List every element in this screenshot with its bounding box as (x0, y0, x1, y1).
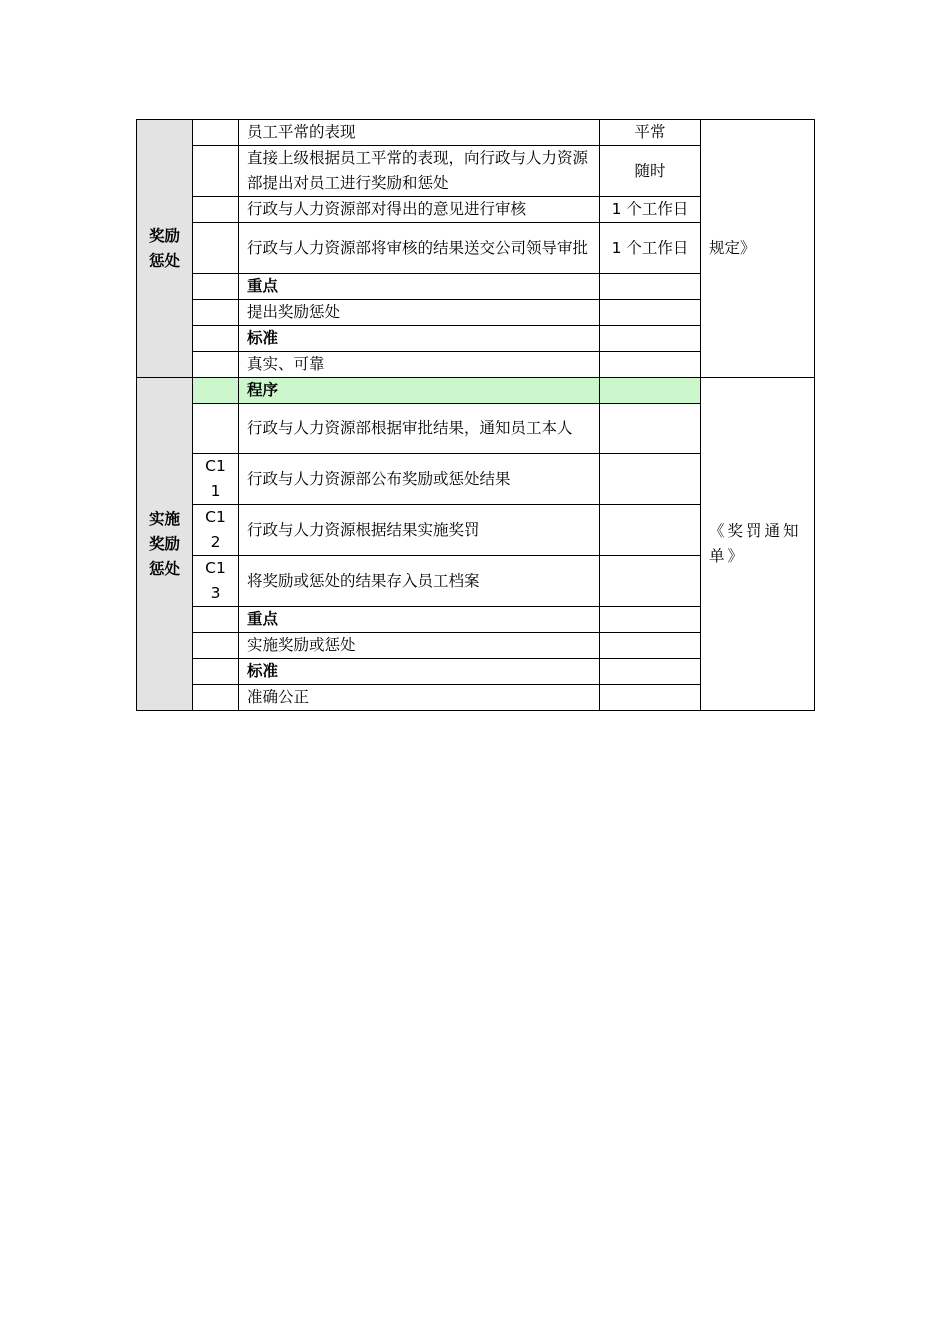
code-cell (193, 146, 239, 197)
code-cell (193, 659, 239, 685)
content-cell: 行政与人力资源部公布奖励或惩处结果 (239, 454, 600, 505)
table-row (137, 378, 815, 404)
table-row (137, 120, 815, 146)
content-cell: 直接上级根据员工平常的表现，向行政与人力资源部提出对员工进行奖励和惩处 (239, 146, 600, 197)
content-cell: 行政与人力资源部对得出的意见进行审核 (239, 197, 600, 223)
time-cell (600, 505, 701, 556)
process-table (136, 119, 815, 711)
content-cell: 标准 (239, 326, 600, 352)
stage-cell: 实施奖励惩处 (137, 378, 193, 711)
code-cell (193, 685, 239, 711)
code-cell (193, 326, 239, 352)
time-cell (600, 274, 701, 300)
content-cell: 程序 (239, 378, 600, 404)
time-cell (600, 326, 701, 352)
time-cell (600, 633, 701, 659)
content-cell: 提出奖励惩处 (239, 300, 600, 326)
content-cell: 行政与人力资源部根据审批结果，通知员工本人 (239, 404, 600, 454)
content-cell: 行政与人力资源部将审核的结果送交公司领导审批 (239, 223, 600, 274)
content-cell: 员工平常的表现 (239, 120, 600, 146)
time-cell (600, 607, 701, 633)
time-cell (600, 556, 701, 607)
code-cell: C13 (193, 556, 239, 607)
content-cell: 真实、可靠 (239, 352, 600, 378)
code-cell: C11 (193, 454, 239, 505)
code-cell (193, 352, 239, 378)
content-cell: 将奖励或惩处的结果存入员工档案 (239, 556, 600, 607)
content-cell: 行政与人力资源根据结果实施奖罚 (239, 505, 600, 556)
code-cell (193, 120, 239, 146)
time-cell (600, 685, 701, 711)
content-cell: 实施奖励或惩处 (239, 633, 600, 659)
time-cell (600, 659, 701, 685)
output-cell: 规定》 (701, 120, 815, 378)
code-cell (193, 633, 239, 659)
time-cell: 平常 (600, 120, 701, 146)
content-cell: 标准 (239, 659, 600, 685)
time-cell (600, 454, 701, 505)
time-cell: 随时 (600, 146, 701, 197)
time-cell (600, 352, 701, 378)
code-cell (193, 274, 239, 300)
content-cell: 重点 (239, 607, 600, 633)
content-cell: 重点 (239, 274, 600, 300)
content-cell: 准确公正 (239, 685, 600, 711)
code-cell: C12 (193, 505, 239, 556)
code-cell (193, 223, 239, 274)
time-cell: 1 个工作日 (600, 197, 701, 223)
time-cell (600, 378, 701, 404)
code-cell (193, 197, 239, 223)
code-cell (193, 404, 239, 454)
code-cell (193, 378, 239, 404)
time-cell (600, 300, 701, 326)
output-cell: 《奖罚通知单》 (701, 378, 815, 711)
code-cell (193, 300, 239, 326)
stage-cell: 奖励惩处 (137, 120, 193, 378)
time-cell: 1 个工作日 (600, 223, 701, 274)
time-cell (600, 404, 701, 454)
code-cell (193, 607, 239, 633)
